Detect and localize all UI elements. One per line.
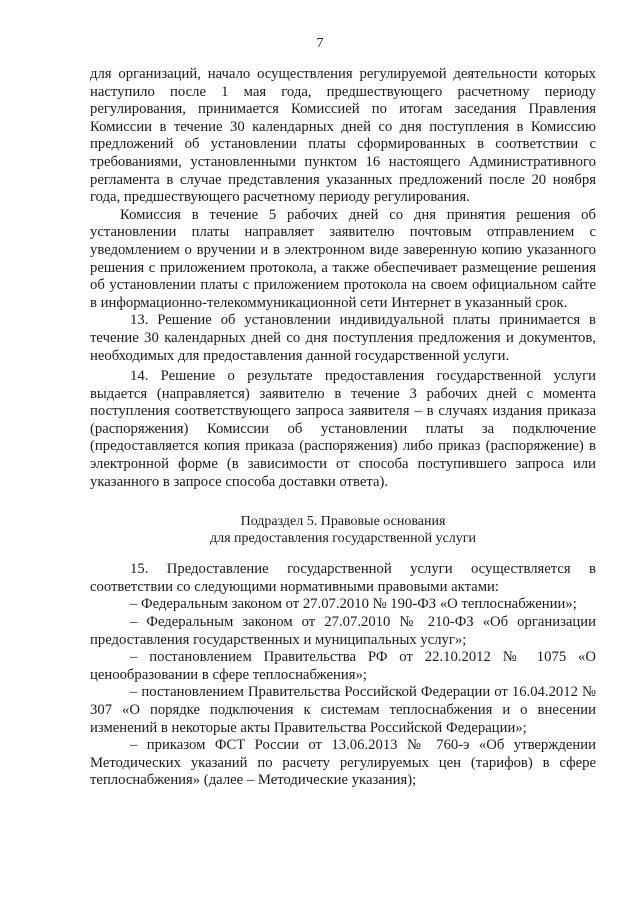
legal-act-item: – приказом ФСТ России от 13.06.2013 № 760-э «Об утверждении Методических указаний по расчету регулируемых цен (тарифов) в сфере теплоснабжения» (далее – Методические указания); [90, 737, 596, 789]
paragraph-commission-notice: Комиссия в течение 5 рабочих дней со дня принятия решения об установлении платы направляет заявителю почтовым отправлением с уведомлением о вручении и в электронном виде заверенную копию указанного решения с приложением протокола, а также обеспечивает размещение решения об установлении платы с приложением протокола на своем официальном сайте в информационно-телекоммуникационной сети Интернет в указанный срок. [90, 206, 596, 311]
paragraph-14: 14. Решение о результате предоставления государственной услуги выдается (направляется) заявителю в течение 3 рабочих дней с момента поступления соответствующего запроса заявителя – в случаях издания приказа (распоряжения) Комиссии об установлении платы за подключение (предоставляется копия приказа (распоряжения) либо приказ (распоряжение) в электронной форме (в зависимости от способа поступившего запроса или указанного в запросе способа доставки ответа). [90, 368, 596, 490]
legal-act-item: – постановлением Правительства РФ от 22.10.2012 № 1075 «О ценообразовании в сфере теплоснабжения»; [90, 649, 596, 683]
section-title-line-1: Подраздел 5. Правовые основания [240, 514, 446, 530]
section-heading [90, 513, 596, 547]
section-title-line-2: для предоставления государственной услуги [209, 531, 477, 547]
legal-act-item: – постановлением Правительства Российской Федерации от 16.04.2012 № 307 «О порядке подключения к системам теплоснабжения и о внесении изменений в некоторые акты Правительства Российской Федерации»; [90, 684, 596, 736]
page-number: 7 [316, 36, 324, 51]
paragraph-15: 15. Предоставление государственной услуги осуществляется в соответствии со следующими нормативными правовыми актами: [90, 561, 596, 595]
paragraph-13: 13. Решение об установлении индивидуальной платы принимается в течение 30 календарных дней со дня поступления предложения и документов, необходимых для предоставления данной государственной услуги. [90, 312, 596, 364]
paragraph-continuation: для организаций, начало осуществления регулируемой деятельности которых наступило после 1 мая года, предшествующего расчетному периоду регулирования, принимается Комиссией по итогам заседания Правления Комиссии в течение 30 календарных дней со дня поступления в Комиссию предложений об установлении платы сформированных в соответствии с требованиями, установленными пунктом 16 настоящего Административного регламента в случае представления указанных предложений после 20 ноября года, предшествующего расчетному периоду регулирования. [90, 66, 596, 206]
legal-act-item: – Федеральным законом от 27.07.2010 № 190-ФЗ «О теплоснабжении»; [130, 596, 577, 613]
document-body [90, 66, 596, 790]
legal-act-item: – Федеральным законом от 27.07.2010 № 210-ФЗ «Об организации предоставления государственных и муниципальных услуг»; [90, 614, 596, 648]
